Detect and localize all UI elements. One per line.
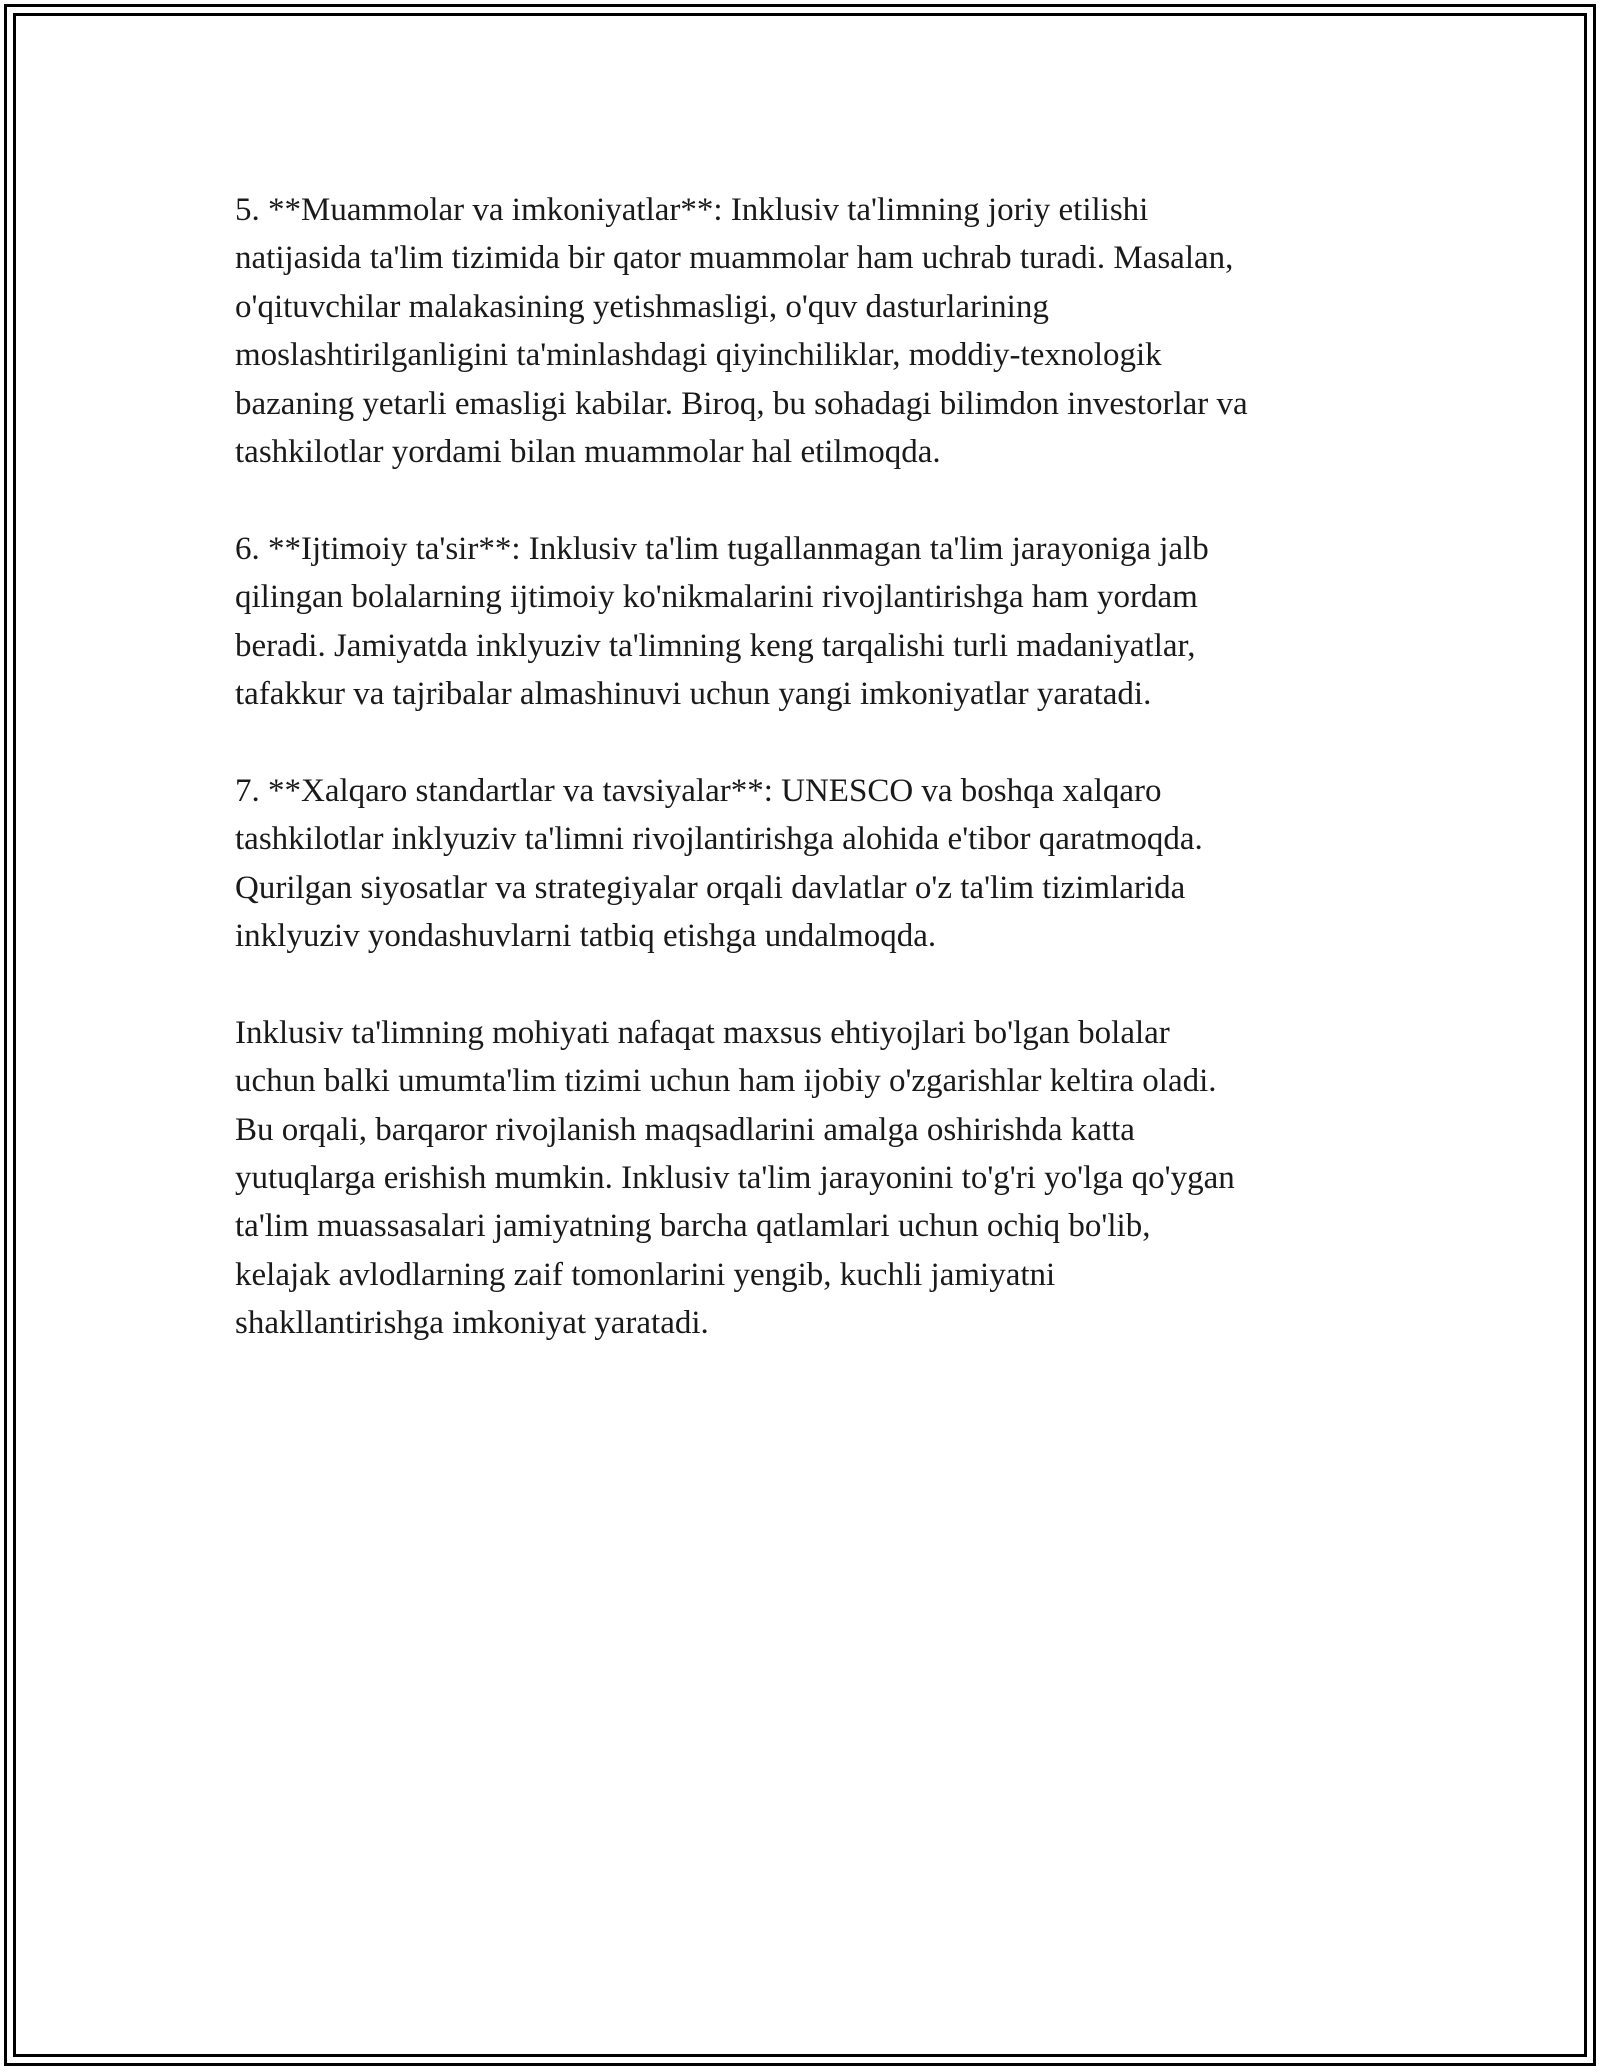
text-line: tashkilotlar yordami bilan muammolar hal etilmoqda. (235, 434, 941, 471)
text-line: yutuqlarga erishish mumkin. Inklusiv ta'lim jarayonini to'g'ri yo'lga qo'ygan (235, 1160, 1235, 1197)
text-line: 6. **Ijtimoiy ta'sir**: Inklusiv ta'lim tugallanmagan ta'lim jarayoniga jalb (235, 530, 1209, 567)
text-line: Qurilgan siyosatlar va strategiyalar orqali davlatlar o'z ta'lim tizimlarida (235, 869, 1186, 906)
paragraph-5-problems-and-opportunities (235, 186, 1395, 476)
text-line: tafakkur va tajribalar almashinuvi uchun yangi imkoniyatlar yaratadi. (235, 676, 1152, 713)
text-line: natijasida ta'lim tizimida bir qator muammolar ham uchrab turadi. Masalan, (235, 240, 1234, 277)
text-line: ta'lim muassasalari jamiyatning barcha qatlamlari uchun ochiq bo'lib, (235, 1208, 1151, 1245)
text-line: o'qituvchilar malakasining yetishmasligi, o'quv dasturlarining (235, 288, 1049, 325)
text-line: 7. **Xalqaro standartlar va tavsiyalar**: UNESCO va boshqa xalqaro (235, 772, 1162, 809)
text-line: kelajak avlodlarning zaif tomonlarini yengib, kuchli jamiyatni (235, 1256, 1056, 1293)
paragraph-7-international-standards (235, 767, 1395, 961)
text-line: Bu orqali, barqaror rivojlanish maqsadlarini amalga oshirishda katta (235, 1111, 1135, 1148)
text-line: inklyuziv yondashuvlarni tatbiq etishga undalmoqda. (235, 918, 937, 955)
text-line: moslashtirilganligini ta'minlashdagi qiyinchiliklar, moddiy-texnologik (235, 337, 1162, 374)
paragraph-6-social-impact (235, 525, 1395, 719)
text-line: tashkilotlar inklyuziv ta'limni rivojlantirishga alohida e'tibor qaratmoqda. (235, 821, 1203, 858)
text-line: Inklusiv ta'limning mohiyati nafaqat maxsus ehtiyojlari bo'lgan bolalar (235, 1014, 1170, 1051)
paragraph-conclusion (235, 1009, 1395, 1348)
text-line: shakllantirishga imkoniyat yaratadi. (235, 1305, 709, 1342)
text-line: 5. **Muammolar va imkoniyatlar**: Inklusiv ta'limning joriy etilishi (235, 192, 1149, 228)
text-line: qilingan bolalarning ijtimoiy ko'nikmalarini rivojlantirishga ham yordam (235, 579, 1198, 616)
text-line: uchun balki umumta'lim tizimi uchun ham ijobiy o'zgarishlar keltira oladi. (235, 1063, 1217, 1100)
document-body (235, 186, 1395, 1396)
text-line: bazaning yetarli emasligi kabilar. Biroq, bu sohadagi bilimdon investorlar va (235, 385, 1248, 422)
text-line: beradi. Jamiyatda inklyuziv ta'limning keng tarqalishi turli madaniyatlar, (235, 627, 1196, 664)
